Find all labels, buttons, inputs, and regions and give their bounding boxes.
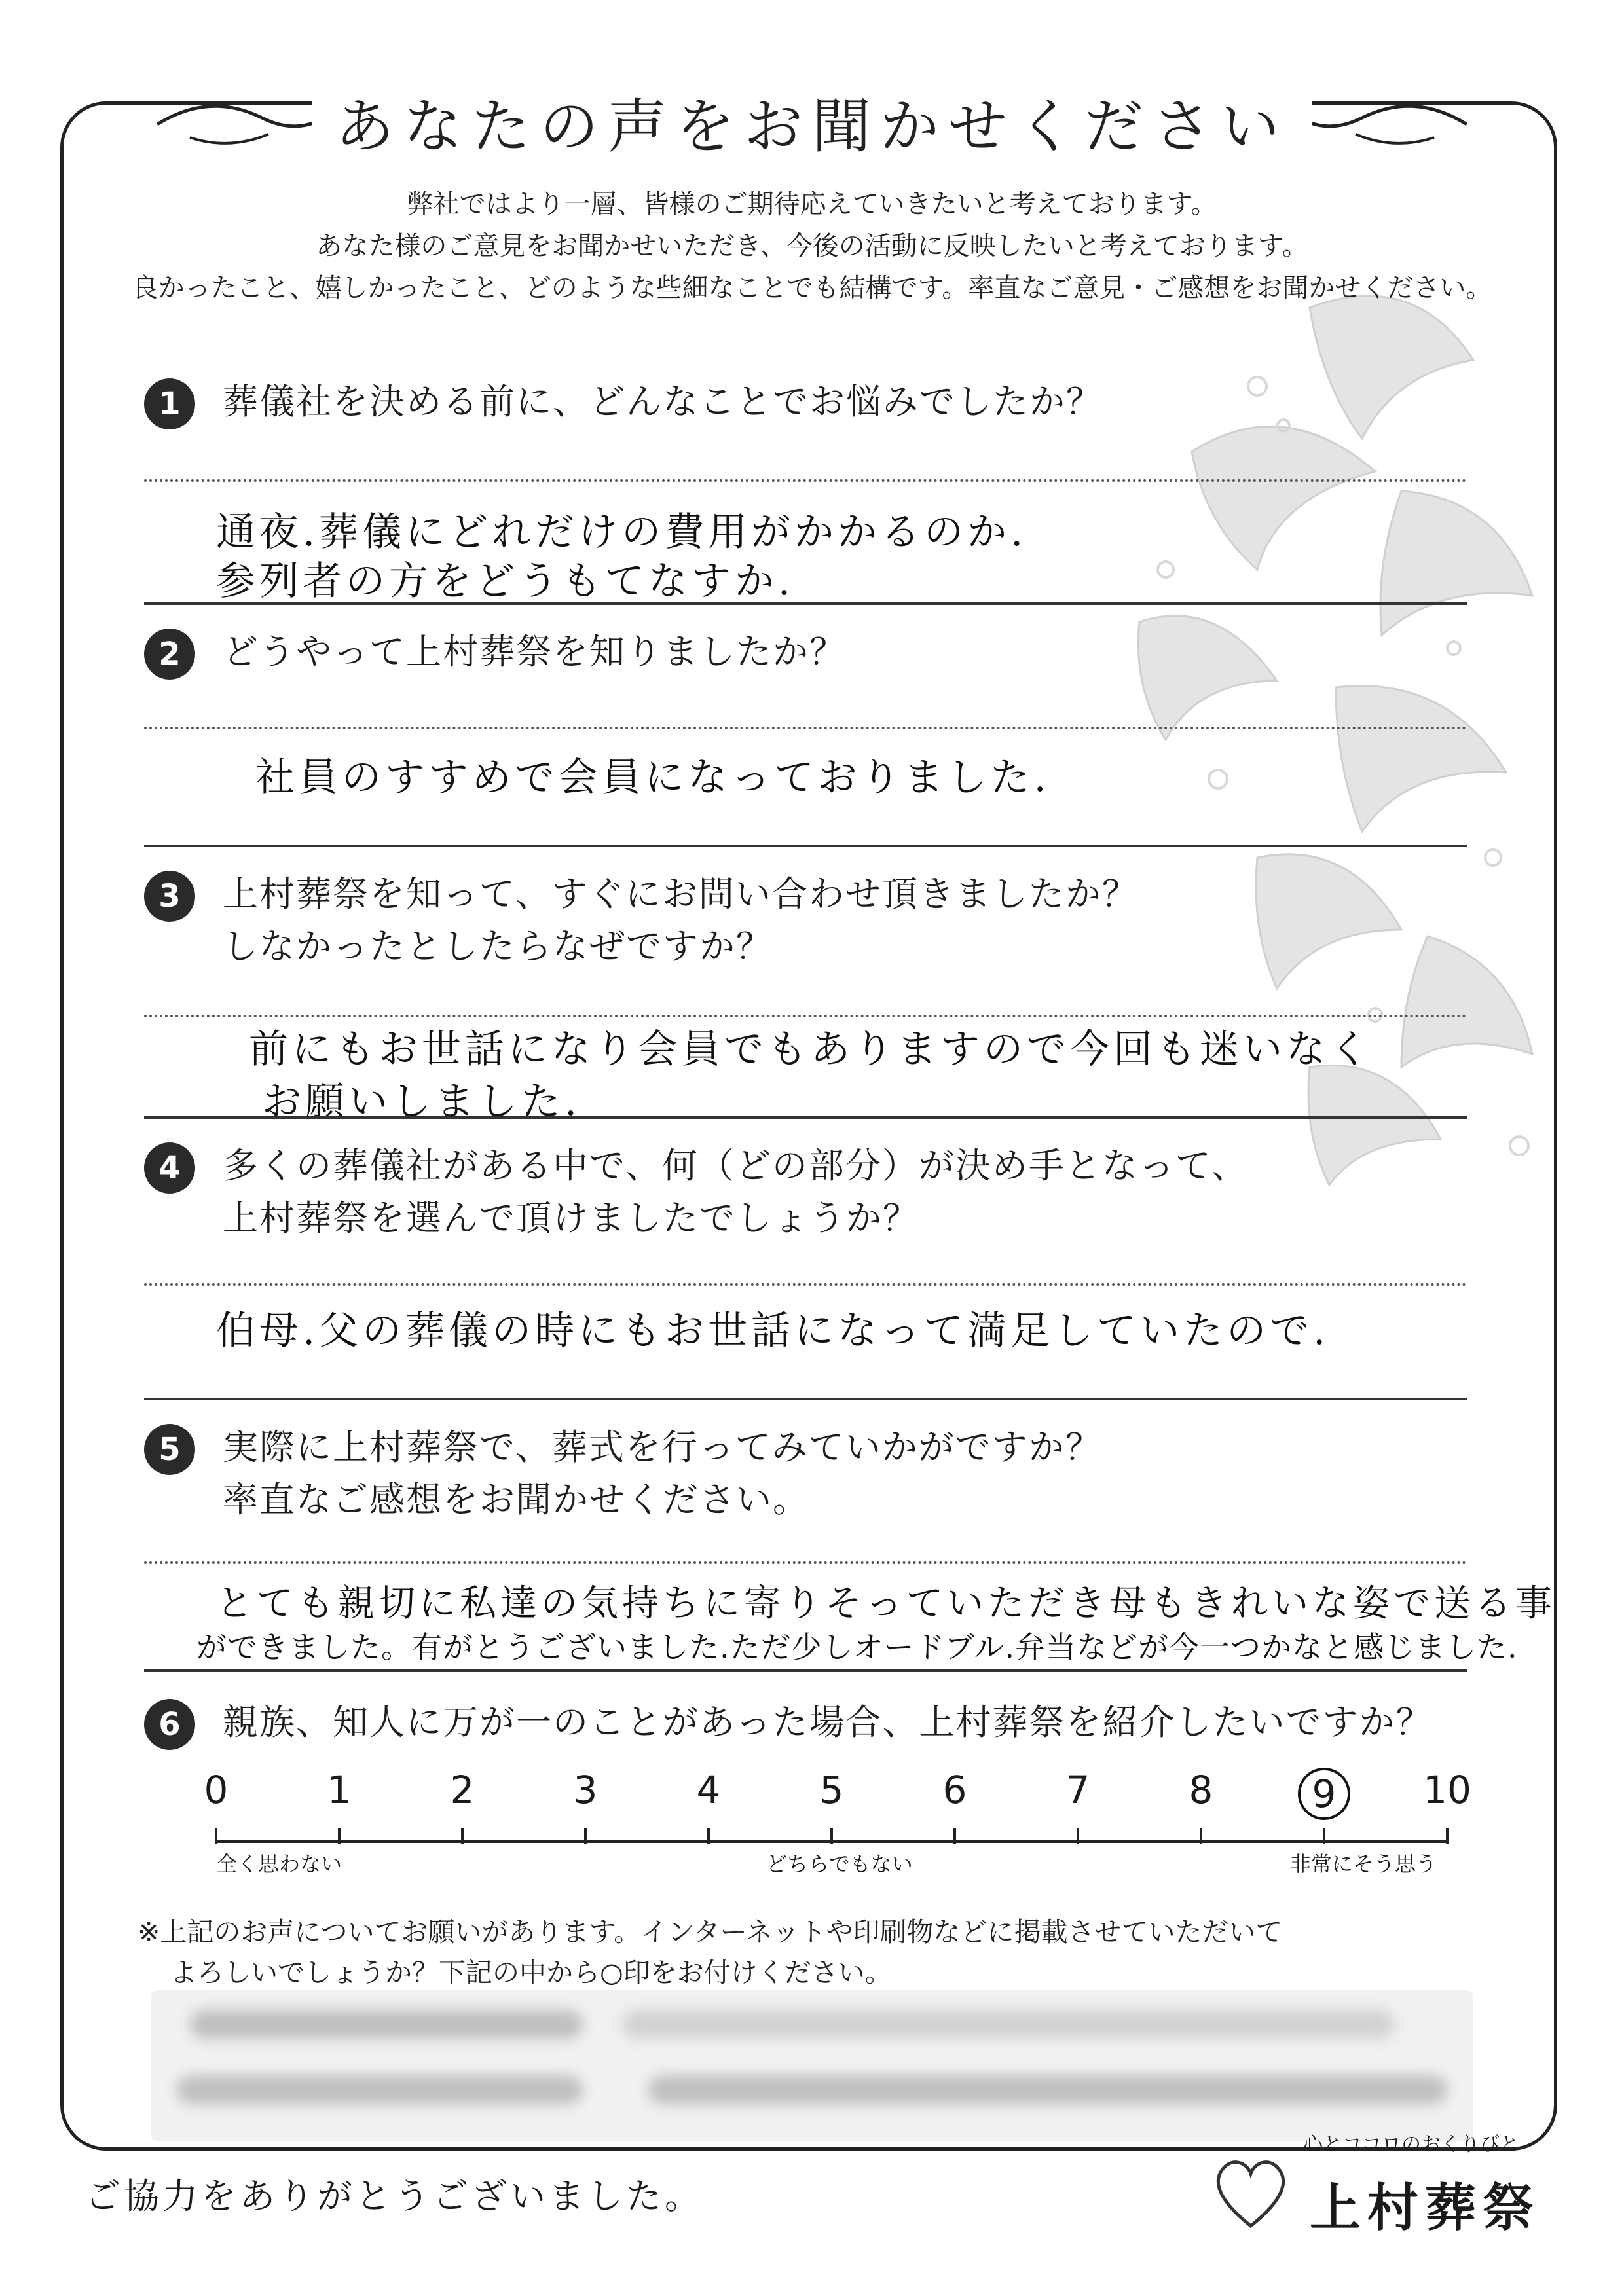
scale-tick	[1077, 1828, 1079, 1844]
question-number-badge: 1	[144, 378, 195, 429]
answer-1-line-1: 通夜.葬儀にどれだけの費用がかかるのか.	[216, 509, 1027, 555]
scale-min-label: 全く思わない	[216, 1851, 342, 1876]
title-container	[111, 79, 1513, 164]
question-text-line-1: 実際に上村葬祭で、葬式を行ってみていかがですか？	[223, 1427, 1102, 1468]
question-text-line-2: 上村葬祭を選んで頂けましたでしょうか？	[223, 1197, 919, 1239]
company-logo	[1205, 2128, 1572, 2259]
answer-solid-line	[144, 1398, 1467, 1400]
answer-5-line-1: とても親切に私達の気持ちに寄りそっていただき母もきれいな姿で送る事	[216, 1582, 1556, 1625]
redacted-bar	[648, 2075, 1447, 2104]
scale-option[interactable]	[436, 1768, 489, 1812]
logo-tagline: 心とココロのおくりびと	[1303, 2133, 1519, 2156]
answer-solid-line	[144, 602, 1467, 605]
scale-tick	[953, 1828, 956, 1844]
scale-option[interactable]	[313, 1768, 365, 1812]
redacted-consent-area	[151, 1990, 1473, 2141]
intro-line: あなた様のご意見をお聞かせいただき、今後の活動に反映したいと考えております。	[316, 231, 1308, 261]
scale-option[interactable]	[1421, 1768, 1473, 1812]
answer-3-line-1: 前にもお世話になり会員でもありますので今回も迷いなく	[249, 1027, 1373, 1072]
scale-option-label: 7	[1065, 1768, 1090, 1812]
scale-option[interactable]	[1052, 1768, 1104, 1812]
question-text-line-1: 上村葬祭を知って、すぐにお問い合わせ頂きましたか？	[223, 873, 1139, 915]
intro-line: 弊社ではより一層、皆様のご期待応えていきたいと考えております。	[407, 189, 1217, 219]
scale-tick	[584, 1828, 587, 1844]
scale-option[interactable]	[1175, 1768, 1227, 1812]
answer-1-line-2: 参列者の方をどうもてなすか.	[216, 558, 795, 604]
answer-5-line-2: ができました。有がとうございました.ただ少しオードブル.弁当などが今一つかなと感じました.	[196, 1630, 1518, 1665]
question-number-badge: 3	[144, 871, 195, 922]
scale-option-label: 5	[819, 1768, 844, 1812]
scale-tick	[707, 1828, 710, 1844]
scale-tick	[338, 1828, 341, 1844]
answer-dotted-line	[144, 479, 1467, 482]
scale-option[interactable]	[190, 1768, 242, 1812]
answer-4-line-1: 伯母.父の葬儀の時にもお世話になって満足していたので.	[216, 1308, 1330, 1354]
thanks-message: ご協力をありがとうございました。	[85, 2176, 703, 2217]
question-text-line-2: しなかったとしたらなぜですか？	[223, 926, 773, 967]
scale-option-label: 10	[1423, 1768, 1471, 1812]
scale-tick	[1446, 1828, 1449, 1844]
answer-dotted-line	[144, 1015, 1467, 1017]
logo-name: 上村葬祭	[1310, 2179, 1541, 2238]
answer-dotted-line	[144, 727, 1467, 729]
scale-option[interactable]	[805, 1768, 858, 1812]
redacted-bar	[190, 2010, 583, 2039]
answer-dotted-line	[144, 1561, 1467, 1564]
question-text: 葬儀社を決める前に、どんなことでお悩みでしたか？	[223, 381, 1103, 422]
question-text: 親族、知人に万が一のことがあった場合、上村葬祭を紹介したいですか？	[223, 1702, 1433, 1743]
question-text: どうやって上村葬祭を知りましたか？	[223, 631, 846, 672]
scale-option-label: 9	[1298, 1768, 1350, 1820]
scale-option[interactable]	[559, 1768, 612, 1812]
note-line: よろしいでしょうか？下記の中から○印をお付けください。	[170, 1957, 892, 1988]
question-number-badge: 2	[144, 629, 195, 680]
scale-tick	[461, 1828, 464, 1844]
answer-solid-line	[144, 1669, 1467, 1672]
answer-2-line-1: 社員のすすめで会員になっておりました.	[255, 755, 1050, 801]
scale-option-label: 1	[327, 1768, 352, 1812]
intro-text	[92, 183, 1532, 309]
scale-max-label: 非常にそう思う	[1290, 1851, 1437, 1876]
question-text-line-1: 多くの葬儀社がある中で、何（どの部分）が決め手となって、	[223, 1145, 1248, 1186]
scale-option-label: 3	[573, 1768, 598, 1812]
scale-tick	[215, 1828, 217, 1844]
scale-option[interactable]	[682, 1768, 735, 1812]
scale-tick	[1323, 1828, 1325, 1844]
redacted-bar	[622, 2010, 1395, 2039]
question-text-line-2: 率直なご感想をお聞かせください。	[223, 1479, 809, 1520]
scale-option-label: 0	[204, 1768, 229, 1812]
rating-scale	[204, 1768, 1471, 1899]
heart-logo-icon	[1205, 2147, 1297, 2239]
answer-3-line-2: お願いしました.	[262, 1079, 581, 1125]
scale-option-label: 2	[450, 1768, 475, 1812]
scale-option[interactable]	[929, 1768, 981, 1812]
scale-option-selected[interactable]	[1298, 1768, 1350, 1820]
scale-option-label: 4	[696, 1768, 721, 1812]
answer-dotted-line	[144, 1283, 1467, 1286]
intro-line: 良かったこと、嬉しかったこと、どのような些細なことでも結構です。率直なご意見・ご感想をお聞かせください。	[132, 273, 1492, 303]
consent-note	[138, 1912, 1283, 1993]
note-line: ※上記のお声についてお願いがあります。インターネットや印刷物などに掲載させていただいて	[138, 1916, 1283, 1948]
answer-solid-line	[144, 845, 1467, 847]
question-number-badge: 4	[144, 1142, 195, 1194]
question-number-badge: 5	[144, 1424, 195, 1475]
scale-tick	[1200, 1828, 1202, 1844]
scale-option-label: 8	[1189, 1768, 1213, 1812]
scale-option-label: 6	[942, 1768, 967, 1812]
question-number-badge: 6	[144, 1699, 195, 1750]
page-title: あなたの声をお聞かせください	[312, 79, 1312, 164]
scale-tick	[830, 1828, 833, 1844]
scale-mid-label: どちらでもない	[766, 1851, 913, 1876]
answer-solid-line	[144, 1116, 1467, 1119]
redacted-bar	[177, 2075, 583, 2104]
